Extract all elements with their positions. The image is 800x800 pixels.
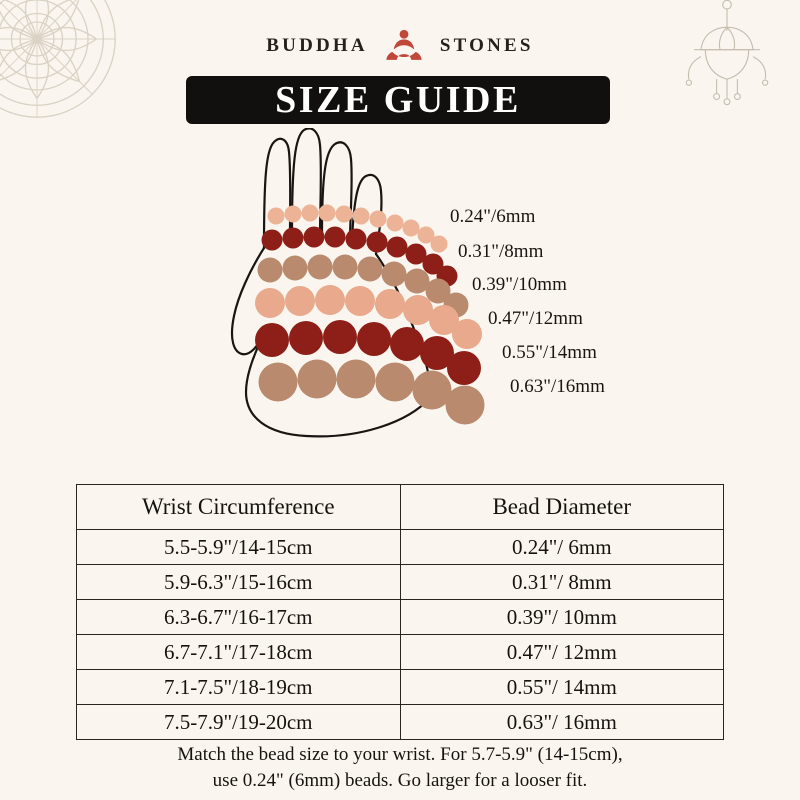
page-title bbox=[186, 76, 610, 124]
footer-note bbox=[0, 742, 800, 794]
table-header-row bbox=[77, 485, 724, 530]
table-row bbox=[77, 635, 724, 670]
cell-bead: 0.63"/ 16mm bbox=[400, 705, 724, 740]
cell-bead: 0.47"/ 12mm bbox=[400, 635, 724, 670]
bead-size-label: 0.63"/16mm bbox=[510, 376, 605, 397]
table-row bbox=[77, 705, 724, 740]
brand-word-right: STONES bbox=[439, 35, 534, 56]
column-header-wrist: Wrist Circumference bbox=[77, 485, 401, 530]
bead-size-label: 0.47"/12mm bbox=[488, 308, 583, 329]
table-row bbox=[77, 530, 724, 565]
bead-size-label: 0.31"/8mm bbox=[458, 241, 544, 262]
cell-wrist: 7.5-7.9"/19-20cm bbox=[77, 705, 401, 740]
bead-size-label: 0.55"/14mm bbox=[502, 342, 597, 363]
cell-bead: 0.24"/ 6mm bbox=[400, 530, 724, 565]
cell-wrist: 5.9-6.3"/15-16cm bbox=[77, 565, 401, 600]
cell-bead: 0.55"/ 14mm bbox=[400, 670, 724, 705]
bead-size-label: 0.24"/6mm bbox=[450, 206, 536, 227]
buddha-meditation-icon bbox=[382, 24, 426, 68]
size-table bbox=[76, 484, 724, 740]
cell-wrist: 5.5-5.9"/14-15cm bbox=[77, 530, 401, 565]
bead-size-label: 0.39"/10mm bbox=[472, 274, 567, 295]
cell-wrist: 6.7-7.1"/17-18cm bbox=[77, 635, 401, 670]
cell-bead: 0.31"/ 8mm bbox=[400, 565, 724, 600]
table-row bbox=[77, 565, 724, 600]
hand-with-bracelets-illustration bbox=[180, 128, 640, 458]
column-header-bead: Bead Diameter bbox=[400, 485, 724, 530]
page-title-text: SIZE GUIDE bbox=[275, 79, 521, 121]
brand-header bbox=[0, 24, 800, 68]
cell-bead: 0.39"/ 10mm bbox=[400, 600, 724, 635]
table-row bbox=[77, 670, 724, 705]
table-row bbox=[77, 600, 724, 635]
cell-wrist: 6.3-6.7"/16-17cm bbox=[77, 600, 401, 635]
footer-note-line-2: use 0.24" (6mm) beads. Go larger for a looser fit. bbox=[212, 770, 588, 791]
cell-wrist: 7.1-7.5"/18-19cm bbox=[77, 670, 401, 705]
brand-word-left: BUDDHA bbox=[266, 35, 368, 56]
footer-note-line-1: Match the bead size to your wrist. For 5.7-5.9" (14-15cm), bbox=[177, 744, 623, 765]
